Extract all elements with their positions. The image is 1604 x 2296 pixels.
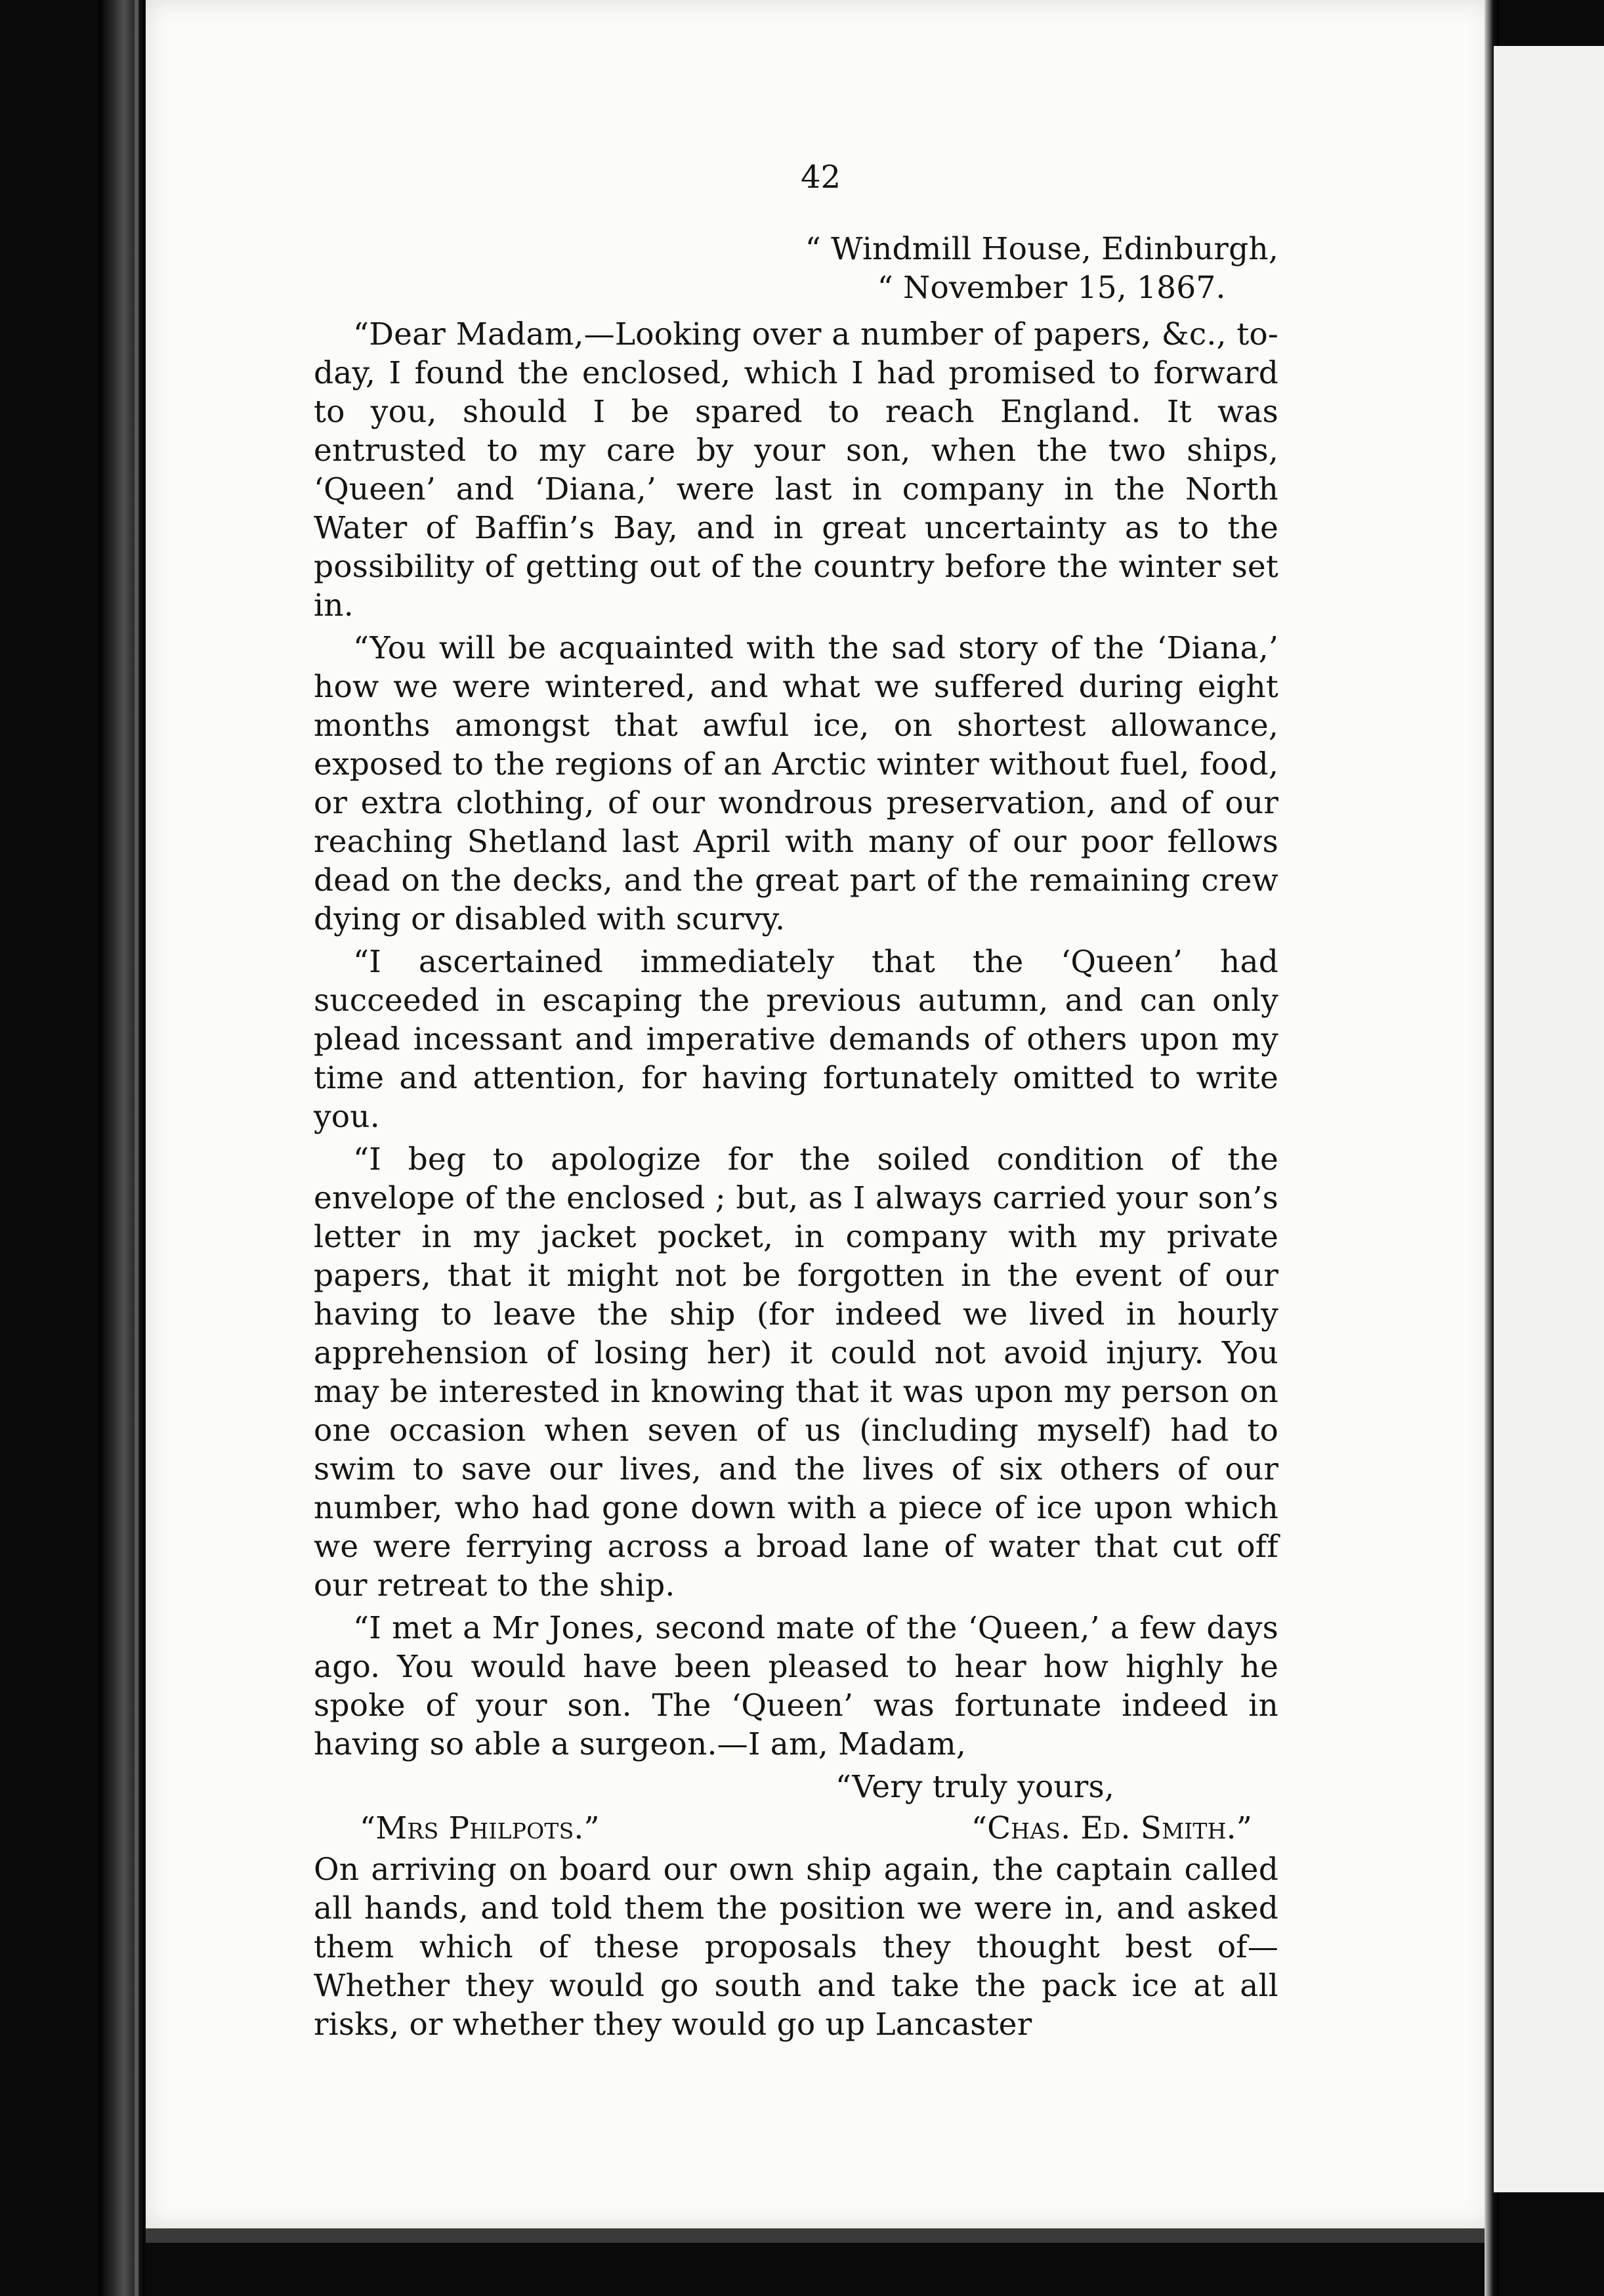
page-number: 42 xyxy=(801,159,841,196)
letter-signatures xyxy=(360,1809,1252,1848)
address-line-2: “ November 15, 1867. xyxy=(877,270,1226,306)
letter-signature: “Chas. Ed. Smith.” xyxy=(971,1810,1252,1846)
letter-paragraph-4: “I beg to apologize for the soiled condition of the envelope of the enclosed ; but, as I always carried your son’s letter in my jacket pocket, in company with my private papers, that it might not be forgotten in the event of our having to leave the ship (for indeed we lived in hourly apprehension of losing her) it could not avoid injury. You may be interested in knowing that it was upon my person on one occasion when seven of us (including myself) had to swim to save our lives, and the lives of six others of our number, who had gone down with a piece of ice upon which we were ferrying across a broad lane of water that cut off our retreat to the ship. xyxy=(314,1141,1278,1604)
page-bottom-edge xyxy=(146,2228,1491,2243)
facing-page-edge xyxy=(1494,46,1604,2192)
address-line-1: “ Windmill House, Edinburgh, xyxy=(805,231,1278,267)
letter-closing: “Very truly yours, xyxy=(835,1769,1114,1805)
binding-edge xyxy=(135,0,138,2296)
letter-recipient: “Mrs Philpots.” xyxy=(360,1810,600,1846)
letter-paragraph-1: “Dear Madam,—Looking over a number of papers, &c., to-day, I found the enclosed, which I had promised to forward to you, should I be spared to reach England. It was entrusted to my care by your son, when the two ships, ‘Queen’ and ‘Diana,’ were last in company in the North Water of Baffin’s Bay, and in great uncertainty as to the possibility of getting out of the country before the winter set in. xyxy=(314,316,1278,624)
narrative-paragraph: On arriving on board our own ship again, the captain called all hands, and told them the position we were in, and asked them which of these proposals they thought best of—Whether they would go south and take the pack ice at all risks, or whether they would go up Lancaster xyxy=(314,1852,1278,2043)
letter-paragraph-5: “I met a Mr Jones, second mate of the ‘Queen,’ a few days ago. You would have been pleased to hear how highly he spoke of your son. The ‘Queen’ was fortunate indeed in having so able a surgeon.—I am, Madam, xyxy=(314,1610,1278,1762)
letter-body xyxy=(314,315,1278,2048)
letter-paragraph-3: “I ascertained immediately that the ‘Queen’ had succeeded in escaping the previous autumn, and can only plead incessant and imperative demands of others upon my time and attention, for having fortunately omitted to write you. xyxy=(314,944,1278,1135)
letter-address xyxy=(805,230,1278,307)
letter-paragraph-2: “You will be acquainted with the sad story of the ‘Diana,’ how we were wintered, and what we suffered during eight months amongst that awful ice, on shortest allowance, exposed to the regions of an Arctic winter without fuel, food, or extra clothing, of our wondrous preservation, and of our reaching Shetland last April with many of our poor fellows dead on the decks, and the great part of the remaining crew dying or disabled with scurvy. xyxy=(314,630,1278,937)
